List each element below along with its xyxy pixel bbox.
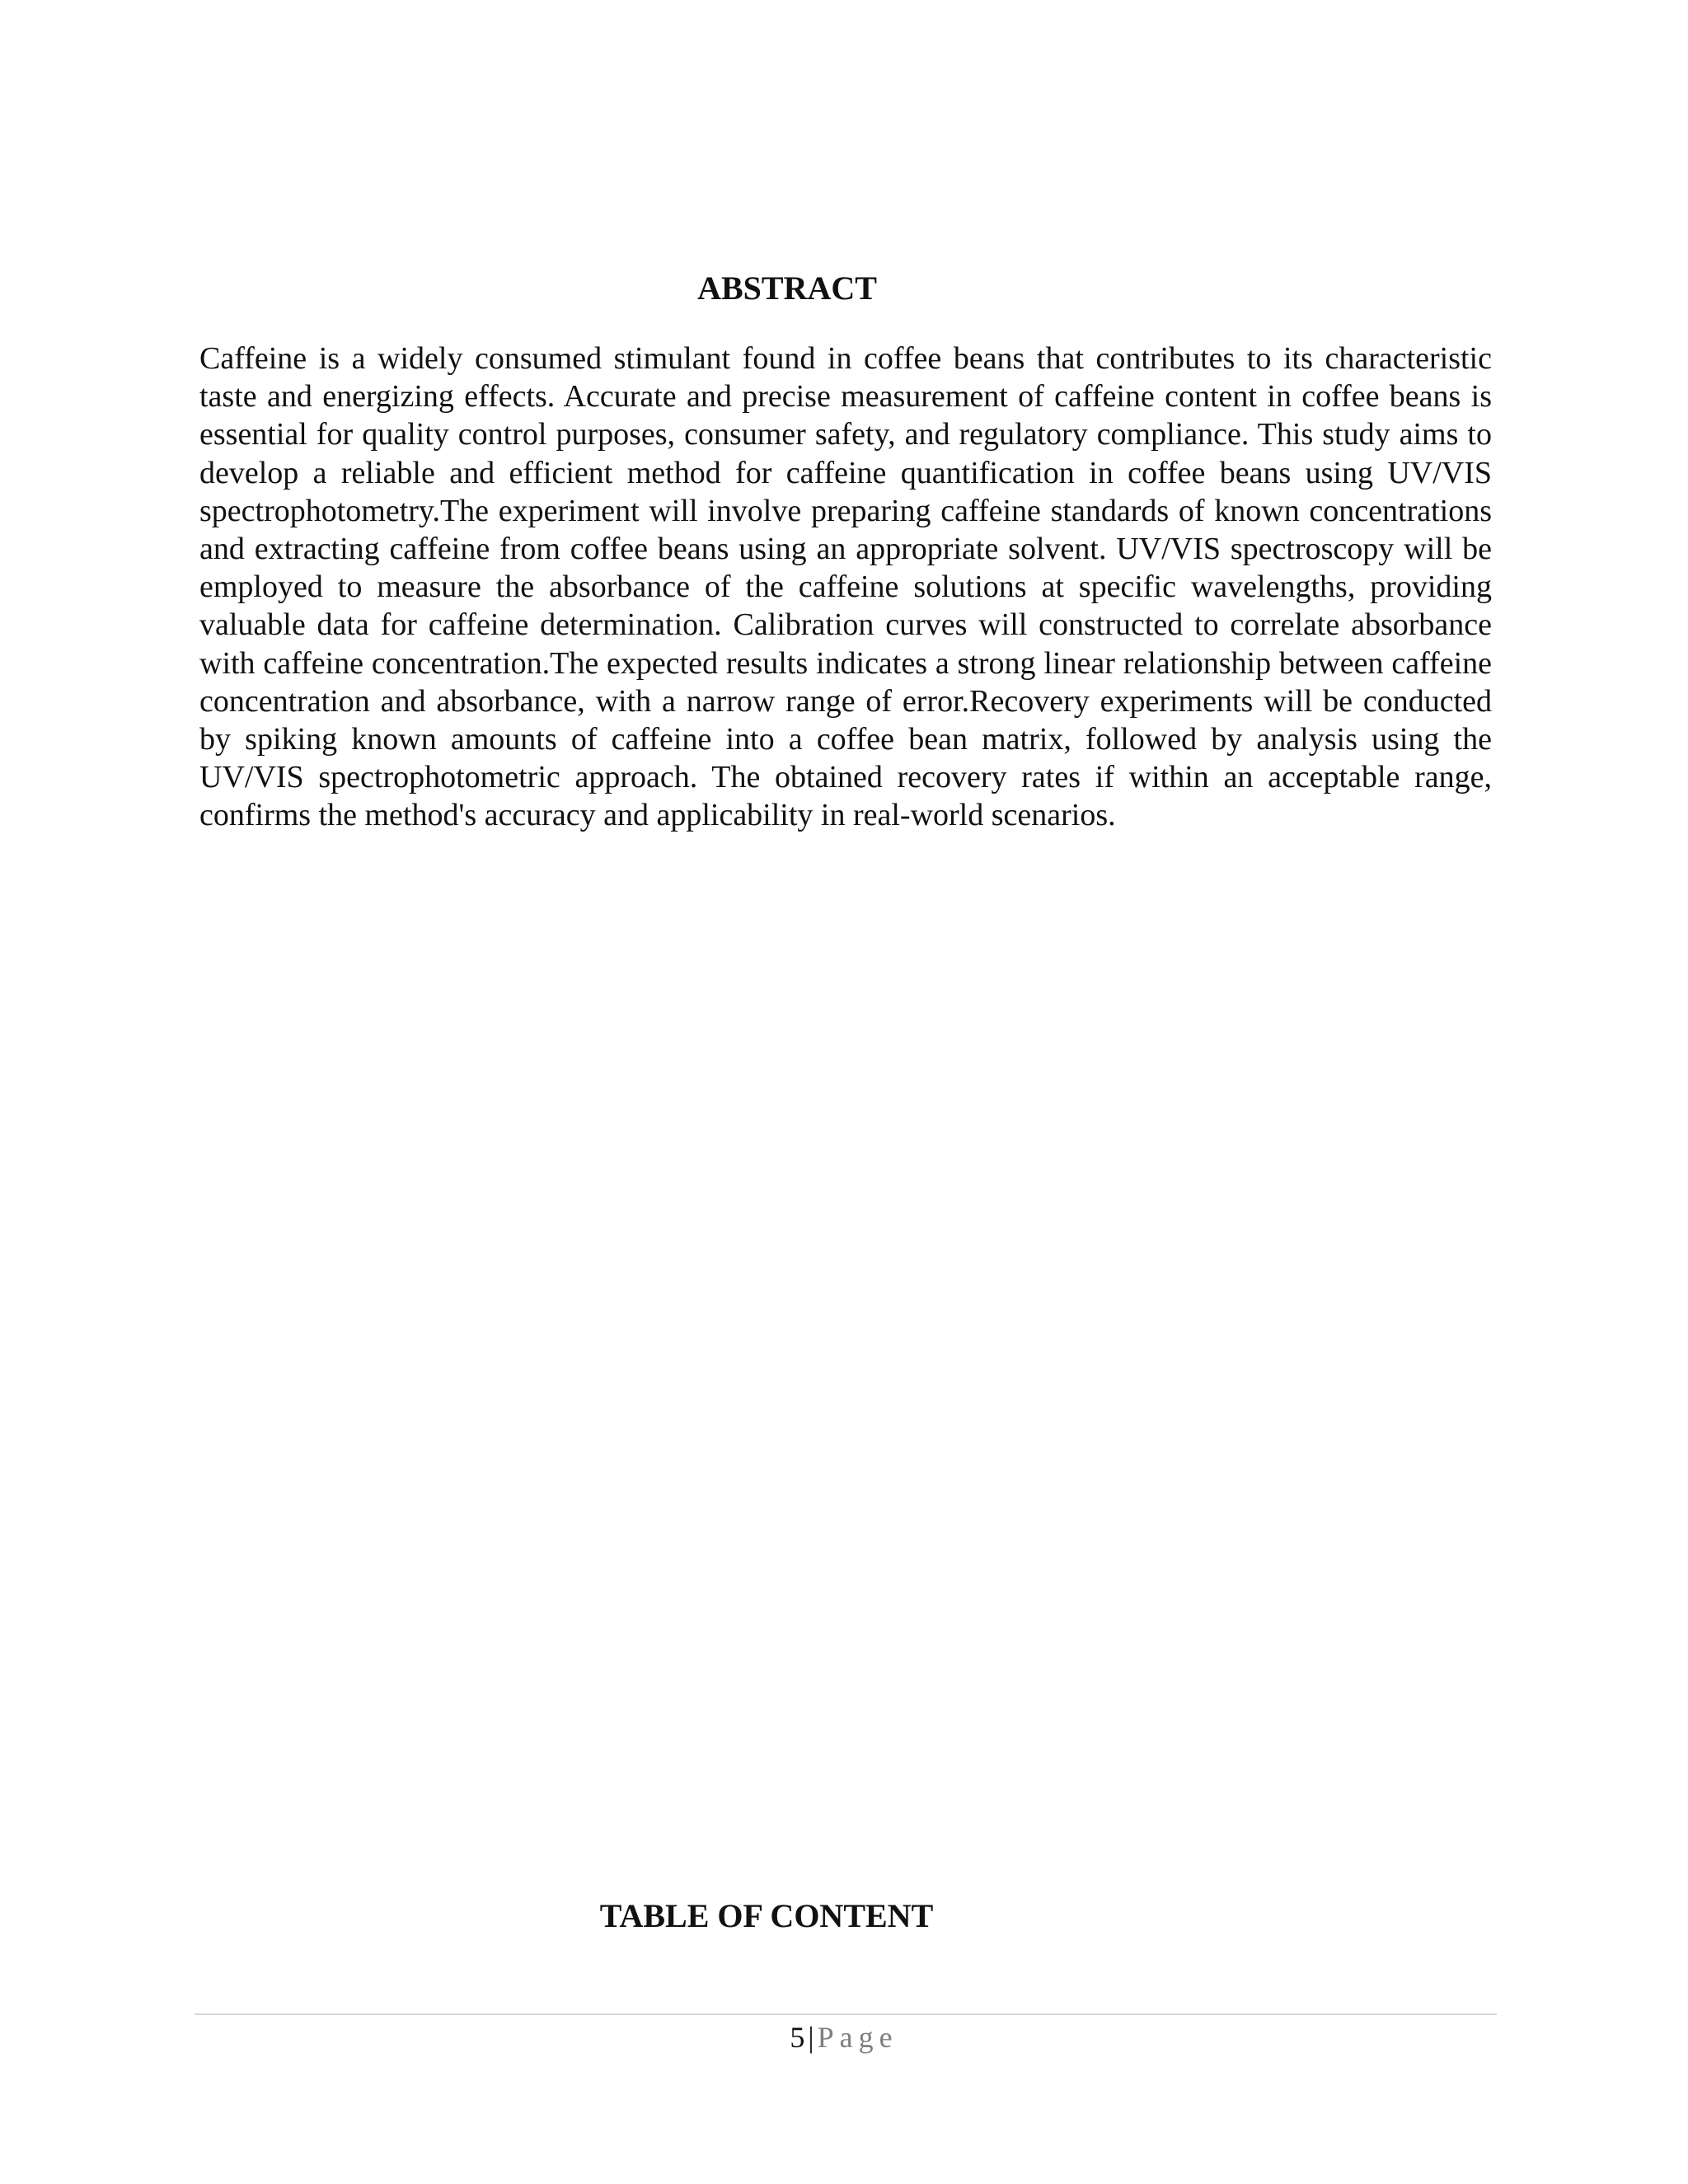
page-footer bbox=[0, 2018, 1688, 2057]
page-label: Page bbox=[817, 2021, 898, 2054]
abstract-heading: ABSTRACT bbox=[697, 269, 877, 307]
footer-divider bbox=[195, 2013, 1497, 2015]
table-of-content-heading: TABLE OF CONTENT bbox=[599, 1897, 934, 1934]
page-separator: | bbox=[808, 2021, 814, 2054]
page-number: 5 bbox=[790, 2021, 805, 2054]
abstract-body: Caffeine is a widely consumed stimulant found in coffee beans that contributes to its characteristic taste and energizing effects. Accurate and precise measurement of caffeine content in coffee beans is essential for quality control purposes, consumer safety, and regulatory compliance. This study aims to develop a reliable and efficient method for caffeine quantification in coffee beans using UV/VIS spectrophotometry.The experiment will involve preparing caffeine standards of known concentrations and extracting caffeine from coffee beans using an appropriate solvent. UV/VIS spectroscopy will be employed to measure the absorbance of the caffeine solutions at specific wavelengths, providing valuable data for caffeine determination. Calibration curves will constructed to correlate absorbance with caffeine concentration.The expected results indicates a strong linear relationship between caffeine concentration and absorbance, with a narrow range of error.Recovery experiments will be conducted by spiking known amounts of caffeine into a coffee bean matrix, followed by analysis using the UV/VIS spectrophotometric approach. The obtained recovery rates if within an acceptable range, confirms the method's accuracy and applicability in real-world scenarios. bbox=[199, 341, 1492, 833]
